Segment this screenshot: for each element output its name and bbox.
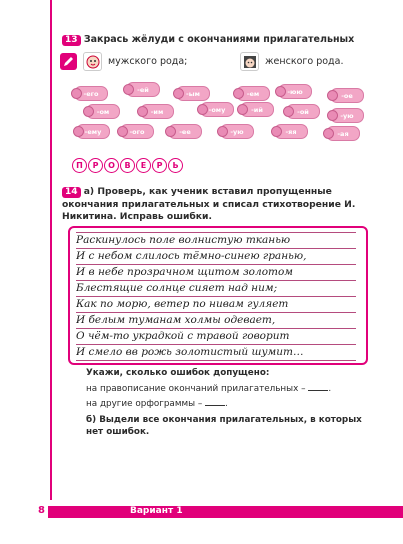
acorn[interactable] [330,108,364,123]
proverb-letter: П [72,158,87,173]
acorn[interactable] [286,104,320,119]
acorn-cap-icon [73,126,84,137]
acorn[interactable] [140,104,174,119]
poem-line: О чём-то украдкой с травой говорит [76,328,356,345]
answer-line-endings: на правописание окончаний прилагательных – . [86,384,332,394]
boy-face-icon [83,52,102,71]
acorn-ending: -ем [246,89,260,98]
poem-line: Как по морю, ветер по нивам гуляет [76,296,356,313]
acorn-cap-icon [275,86,286,97]
acorn-ending: -юю [287,87,303,96]
acorn[interactable] [86,104,120,119]
poem-line: И в небе прозрачном щитом золотом [76,264,356,281]
feminine-label: женского рода. [265,56,344,67]
acorn-ending: -ую [230,127,244,136]
answer-line-other: на другие орфограммы – . [86,399,228,409]
task-14-b: б) Выдели все окончания прилагательных, в которых нет ошибок. [86,415,362,437]
acorn-cap-icon [165,126,176,137]
acorn-cap-icon [83,106,94,117]
answer-label: на правописание окончаний прилагательных – [86,384,306,394]
task-14-heading [62,186,382,224]
acorn-cap-icon [271,126,282,137]
legend-masculine [60,52,187,71]
acorn-cap-icon [117,126,128,137]
acorn-ending: -ее [179,127,191,136]
acorn-ending: -яя [285,127,297,136]
proverb-letter: Е [136,158,151,173]
proverb-letter: Р [152,158,167,173]
acorn[interactable] [176,86,210,101]
acorn-cap-icon [123,84,134,95]
acorn-cap-icon [71,88,82,99]
acorn-ending: -ом [96,107,110,116]
acorn[interactable] [120,124,154,139]
acorn-ending: -им [150,107,164,116]
acorn-ending: -ому [208,105,226,114]
acorn[interactable] [200,102,234,117]
acorn-ending: -ая [337,129,349,138]
acorn-cap-icon [327,110,338,121]
acorn-ending: -ую [340,111,354,120]
poem-line: Блестящие солнце сияет над ним; [76,280,356,297]
acorn-group [60,80,360,142]
poem-line: Раскинулось поле волнистую тканью [76,232,356,249]
acorn[interactable] [236,86,270,101]
acorn-cap-icon [217,126,228,137]
acorn-ending: -ей [137,85,149,94]
answer-blank[interactable] [205,405,225,406]
acorn-cap-icon [237,104,248,115]
footer-bar [48,506,403,518]
acorn-cap-icon [327,90,338,101]
proverb-letter: Ь [168,158,183,173]
acorn-cap-icon [137,106,148,117]
acorn-cap-icon [283,106,294,117]
acorn-ending: -его [83,89,99,98]
acorn-ending: -ым [186,89,200,98]
girl-face-icon [240,52,259,71]
acorn-cap-icon [197,104,208,115]
poem-line: И смело вв рожь золотистый шумит… [76,344,356,361]
margin-line [50,0,52,500]
variant-label: Вариант 1 [130,506,183,516]
acorn-cap-icon [233,88,244,99]
acorn[interactable] [126,82,160,97]
task-number: 13 [62,35,81,46]
acorn[interactable] [326,126,360,141]
legend-feminine [240,52,343,71]
acorn-ending: -ему [84,127,102,136]
acorn-ending: -ого [129,127,145,136]
acorn-cap-icon [173,88,184,99]
proverb-letter: В [120,158,135,173]
acorn[interactable] [168,124,202,139]
masculine-label: мужского рода; [108,56,188,67]
task-13-heading [62,34,382,46]
proverb-badge [72,158,183,173]
errors-question: Укажи, сколько ошибок допущено: [86,368,270,378]
acorn-ending: -ое [341,91,353,100]
task-13-title: Закрась жёлуди с окончаниями прилагательных [83,34,355,45]
page-number: 8 [38,505,45,516]
poem-line: И белым туманам холмы одевает, [76,312,356,329]
answer-blank[interactable] [308,390,328,391]
footer [0,503,403,519]
acorn[interactable] [74,86,108,101]
acorn[interactable] [330,88,364,103]
proverb-letter: О [104,158,119,173]
proverb-letter: Р [88,158,103,173]
acorn-cap-icon [323,128,334,139]
answer-label: на другие орфограммы – [86,399,203,409]
acorn-ending: -ой [297,107,309,116]
poem-line: И с небом слилось тёмно-синею гранью, [76,248,356,265]
pencil-icon [60,53,77,70]
task-number: 14 [62,187,81,198]
acorn[interactable] [220,124,254,139]
acorn[interactable] [274,124,308,139]
acorn[interactable] [278,84,312,99]
acorn[interactable] [240,102,274,117]
task-14-text: а) Проверь, как ученик вставил пропущенные окончания прилагательных и списал стихотворение И. Никитина. Исправь ошибки. [62,186,356,222]
acorn-ending: -ий [251,105,263,114]
acorn[interactable] [76,124,110,139]
